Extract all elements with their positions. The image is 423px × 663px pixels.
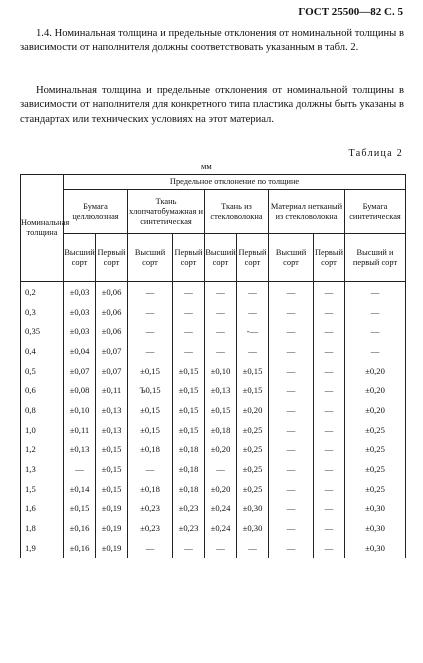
deviation-cell: ±0,20 xyxy=(345,380,406,400)
deviation-cell: — xyxy=(314,282,345,302)
deviation-cell: — xyxy=(345,341,406,361)
deviation-cell: — xyxy=(64,459,96,479)
deviation-cell: ±0,18 xyxy=(128,479,173,499)
table-row xyxy=(21,440,406,460)
deviation-cell: — xyxy=(314,440,345,460)
thickness-cell: 0,3 xyxy=(21,302,64,322)
deviation-cell: ±0,23 xyxy=(128,499,173,519)
deviation-cell: ±0,18 xyxy=(173,440,205,460)
deviation-cell: ±0,11 xyxy=(64,420,96,440)
header-group-glass-fabric: Ткань из стекловолокна xyxy=(205,190,269,234)
deviation-cell: — xyxy=(269,302,314,322)
subheader-grade: Высший и первый сорт xyxy=(345,234,406,282)
deviation-cell: ±0,04 xyxy=(64,341,96,361)
deviation-cell: ±0,23 xyxy=(128,518,173,538)
deviation-cell: — xyxy=(128,282,173,302)
header-group-cellulose-paper: Бумага целлюлозная xyxy=(64,190,128,234)
deviation-cell: ±0,13 xyxy=(64,440,96,460)
deviation-cell: — xyxy=(205,321,237,341)
deviation-cell: — xyxy=(128,302,173,322)
subheader-grade: Высший сорт xyxy=(205,234,237,282)
subheader-grade: Высший сорт xyxy=(269,234,314,282)
deviation-cell: — xyxy=(269,499,314,519)
paragraph-1-4: 1.4. Номинальная толщина и предельные отклонения от номинальной толщины в зависимости от наполнителя должны соответствовать указанным в табл. 2. xyxy=(20,28,404,54)
subheader-grade: Первый сорт xyxy=(237,234,269,282)
deviation-cell: ±0,06 xyxy=(96,282,128,302)
subheader-grade: Первый сорт xyxy=(173,234,205,282)
deviation-cell: — xyxy=(314,518,345,538)
subheader-grade: Первый сорт xyxy=(314,234,345,282)
thickness-cell: 0,35 xyxy=(21,321,64,341)
thickness-cell: 1,0 xyxy=(21,420,64,440)
deviation-cell: — xyxy=(173,341,205,361)
table-row xyxy=(21,459,406,479)
deviation-cell: — xyxy=(128,538,173,558)
deviation-cell: — xyxy=(345,282,406,302)
deviation-cell: — xyxy=(269,380,314,400)
deviation-cell: ±0,14 xyxy=(64,479,96,499)
deviation-cell: ±0,18 xyxy=(205,420,237,440)
header-group-synthetic-paper: Бумага синтетическая xyxy=(345,190,406,234)
deviation-cell: ±0,15 xyxy=(173,400,205,420)
deviation-cell: ±0,11 xyxy=(96,380,128,400)
deviation-cell: — xyxy=(314,459,345,479)
table-row xyxy=(21,341,406,361)
deviation-cell: ±0,25 xyxy=(345,479,406,499)
deviation-cell: ±0,15 xyxy=(237,380,269,400)
deviation-cell: — xyxy=(314,420,345,440)
deviation-cell: — xyxy=(269,341,314,361)
deviation-cell: ±0,25 xyxy=(345,420,406,440)
deviation-cell: ±0,15 xyxy=(237,361,269,381)
deviation-cell: — xyxy=(314,321,345,341)
header-deviation: Предельное отклонение по толщине xyxy=(64,175,406,190)
deviation-cell: — xyxy=(314,479,345,499)
thickness-cell: 1,3 xyxy=(21,459,64,479)
deviation-cell: ±0,13 xyxy=(96,400,128,420)
deviation-cell: ±0,03 xyxy=(64,282,96,302)
table-caption: Таблица 2 xyxy=(348,148,403,159)
deviation-cell: ±0,30 xyxy=(237,499,269,519)
subheader-grade: Первый сорт xyxy=(96,234,128,282)
deviation-cell: ±0,06 xyxy=(96,321,128,341)
thickness-cell: 1,8 xyxy=(21,518,64,538)
deviation-cell: ±0,23 xyxy=(173,499,205,519)
deviation-cell: ±0,25 xyxy=(345,459,406,479)
table-row xyxy=(21,400,406,420)
deviation-cell: — xyxy=(314,361,345,381)
deviation-cell: ±0,30 xyxy=(345,499,406,519)
deviation-cell: — xyxy=(269,440,314,460)
deviation-cell: — xyxy=(269,361,314,381)
deviation-cell: ±0,24 xyxy=(205,518,237,538)
deviation-cell: ±0,18 xyxy=(128,440,173,460)
thickness-cell: 0,4 xyxy=(21,341,64,361)
deviation-cell: ±0,15 xyxy=(128,420,173,440)
deviation-cell: — xyxy=(237,538,269,558)
deviation-cell: — xyxy=(314,400,345,420)
table-row xyxy=(21,538,406,558)
deviation-cell: Ъ0,15 xyxy=(128,380,173,400)
deviation-cell: ±0,20 xyxy=(205,479,237,499)
deviation-cell: ±0,25 xyxy=(237,479,269,499)
deviation-cell: — xyxy=(345,321,406,341)
thickness-cell: 1,9 xyxy=(21,538,64,558)
deviation-cell: ±0,13 xyxy=(96,420,128,440)
thickness-cell: 1,5 xyxy=(21,479,64,499)
deviation-cell: — xyxy=(269,420,314,440)
deviation-cell: ±0,20 xyxy=(237,400,269,420)
paragraph-2: Номинальная толщина и предельные отклонения от номинальной толщины в зависимости от наполнителя для конкретного типа пластика должны быть указаны в стандартах или технических условиях на этот материал. xyxy=(20,85,404,125)
deviation-cell: ±0,20 xyxy=(345,400,406,420)
deviation-cell: — xyxy=(269,282,314,302)
deviation-cell: ±0,30 xyxy=(237,518,269,538)
table-row xyxy=(21,302,406,322)
deviation-cell: ±0,07 xyxy=(96,361,128,381)
deviation-cell: ±0,25 xyxy=(237,420,269,440)
thickness-cell: 0,6 xyxy=(21,380,64,400)
deviation-cell: ±0,15 xyxy=(128,361,173,381)
deviation-cell: — xyxy=(128,341,173,361)
deviation-cell: ±0,18 xyxy=(173,479,205,499)
deviation-cell: — xyxy=(345,302,406,322)
thickness-table xyxy=(20,174,406,558)
deviation-cell: ±0,15 xyxy=(173,361,205,381)
deviation-cell: ±0,15 xyxy=(128,400,173,420)
deviation-cell: ±0,23 xyxy=(173,518,205,538)
table-row xyxy=(21,499,406,519)
deviation-cell: ±0,15 xyxy=(205,400,237,420)
deviation-cell: ±0,07 xyxy=(64,361,96,381)
units-label: мм xyxy=(201,161,212,171)
header-nominal-thickness: Номинальная толщина xyxy=(21,175,64,282)
deviation-cell: — xyxy=(269,538,314,558)
deviation-cell: ±0,03 xyxy=(64,321,96,341)
deviation-cell: — xyxy=(205,341,237,361)
thickness-cell: 0,8 xyxy=(21,400,64,420)
deviation-cell: — xyxy=(237,282,269,302)
deviation-cell: ±0,19 xyxy=(96,538,128,558)
thickness-cell: 1,2 xyxy=(21,440,64,460)
deviation-cell: — xyxy=(205,538,237,558)
deviation-cell: ±0,18 xyxy=(173,459,205,479)
deviation-cell: ±0,16 xyxy=(64,518,96,538)
deviation-cell: ±0,30 xyxy=(345,538,406,558)
header-group-nonwoven-glass: Материал нетканый из стекловолокна xyxy=(269,190,345,234)
deviation-cell: ±0,10 xyxy=(205,361,237,381)
deviation-cell: ±0,06 xyxy=(96,302,128,322)
deviation-cell: — xyxy=(128,459,173,479)
deviation-cell: — xyxy=(237,341,269,361)
deviation-cell: ±0,15 xyxy=(64,499,96,519)
page-header: ГОСТ 25500—82 С. 5 xyxy=(298,6,403,18)
deviation-cell: — xyxy=(205,302,237,322)
deviation-cell: — xyxy=(173,282,205,302)
subheader-grade: Высший сорт xyxy=(128,234,173,282)
deviation-cell: — xyxy=(314,380,345,400)
deviation-cell: ±0,19 xyxy=(96,499,128,519)
deviation-cell: ±0,25 xyxy=(237,459,269,479)
table-row xyxy=(21,380,406,400)
deviation-cell: — xyxy=(128,321,173,341)
table-row xyxy=(21,518,406,538)
deviation-cell: ±0,15 xyxy=(96,459,128,479)
table-row xyxy=(21,361,406,381)
deviation-cell: — xyxy=(205,282,237,302)
deviation-cell: ±0,13 xyxy=(205,380,237,400)
subheader-grade: Высший сорт xyxy=(64,234,96,282)
table-row xyxy=(21,321,406,341)
table-row xyxy=(21,420,406,440)
deviation-cell: — xyxy=(314,538,345,558)
deviation-cell: ±0,15 xyxy=(96,440,128,460)
deviation-cell: ±0,07 xyxy=(96,341,128,361)
deviation-cell: ±0,20 xyxy=(345,361,406,381)
deviation-cell: — xyxy=(269,400,314,420)
deviation-cell: — xyxy=(173,321,205,341)
thickness-cell: 0,5 xyxy=(21,361,64,381)
deviation-cell: ±0,15 xyxy=(173,420,205,440)
deviation-cell: — xyxy=(205,459,237,479)
deviation-cell: ±0,24 xyxy=(205,499,237,519)
deviation-cell: ±0,15 xyxy=(96,479,128,499)
header-group-cotton-fabric: Ткань хлопчатобумажная и синтетическая xyxy=(128,190,205,234)
deviation-cell: — xyxy=(314,499,345,519)
table-row xyxy=(21,479,406,499)
deviation-cell: — xyxy=(269,321,314,341)
deviation-cell: ±0,25 xyxy=(237,440,269,460)
deviation-cell: — xyxy=(314,302,345,322)
deviation-cell: ±0,10 xyxy=(64,400,96,420)
deviation-cell: — xyxy=(269,518,314,538)
deviation-cell: — xyxy=(173,302,205,322)
thickness-cell: 0,2 xyxy=(21,282,64,302)
deviation-cell: — xyxy=(269,459,314,479)
deviation-cell: ±0,08 xyxy=(64,380,96,400)
deviation-cell: ±0,19 xyxy=(96,518,128,538)
deviation-cell: ±0,25 xyxy=(345,440,406,460)
deviation-cell: -— xyxy=(237,321,269,341)
deviation-cell: — xyxy=(269,479,314,499)
deviation-cell: ±0,16 xyxy=(64,538,96,558)
deviation-cell: — xyxy=(237,302,269,322)
thickness-cell: 1,6 xyxy=(21,499,64,519)
deviation-cell: ±0,20 xyxy=(205,440,237,460)
deviation-cell: ±0,30 xyxy=(345,518,406,538)
deviation-cell: ±0,03 xyxy=(64,302,96,322)
table-row xyxy=(21,282,406,302)
deviation-cell: — xyxy=(173,538,205,558)
deviation-cell: ±0,15 xyxy=(173,380,205,400)
deviation-cell: — xyxy=(314,341,345,361)
